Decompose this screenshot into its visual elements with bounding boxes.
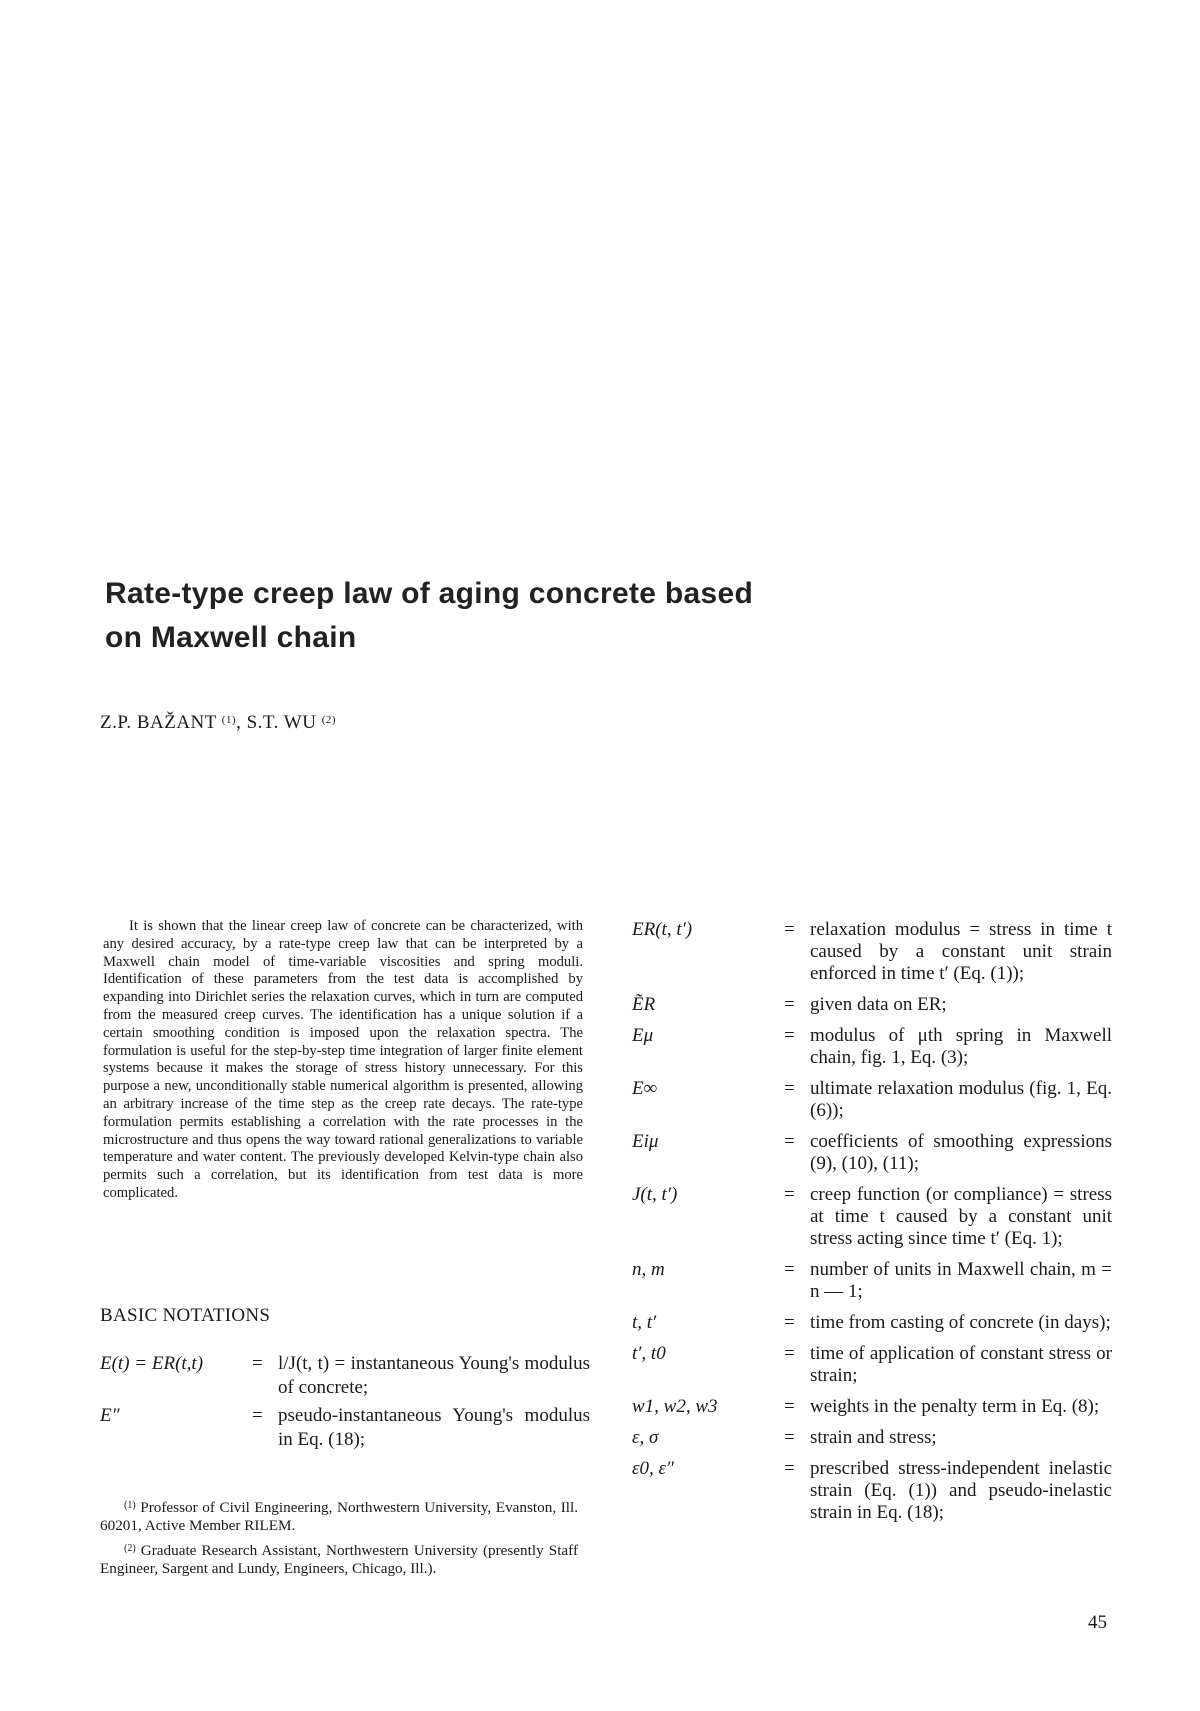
- notation-item: [632, 1131, 1112, 1175]
- notation-symbol: n, m: [632, 1259, 665, 1280]
- notation-symbol: E″: [100, 1405, 120, 1426]
- footnote: [100, 1497, 578, 1534]
- notation-item: [632, 1184, 1112, 1250]
- abstract: It is shown that the linear creep law of concrete can be characterized, with any desired accuracy, by a rate-type creep law that can be interpreted by a Maxwell chain model of time-variable viscosities and spring moduli. Identification of these parameters from the test data is accomplished by expanding into Dirichlet series the relaxation curves, which in turn are computed from the measured creep curves. The identification has a unique solution if a certain smoothing condition is imposed upon the relaxation spectra. The formulation is useful for the step-by-step time integration of larger finite element systems because it makes the storage of stress history unnecessary. For this purpose a new, unconditionally stable numerical algorithm is presented, allowing an arbitrary increase of the time step as the creep rate decays. The rate-type formulation permits establishing a correlation with the rate processes in the microstructure and thus opens the way toward rational generalizations to variable temperature and water content. The previously developed Kelvin-type chain also permits such a correlation, but its identification from test data is more complicated.: [103, 918, 583, 1201]
- notation-symbol: E∞: [632, 1078, 658, 1099]
- notation-item: [632, 919, 1112, 985]
- footnote-text: Professor of Civil Engineering, Northwestern University, Evanston, Ill. 60201, Active Member RILEM.: [100, 1499, 578, 1534]
- notation-symbol: t, t′: [632, 1312, 657, 1333]
- notation-definition: coefficients of smoothing expressions (9), (10), (11);: [810, 1131, 1112, 1174]
- notation-definition: modulus of μth spring in Maxwell chain, fig. 1, Eq. (3);: [810, 1025, 1112, 1068]
- notation-equals: =: [784, 994, 795, 1015]
- notation-symbol: E(t) = ER(t,t): [100, 1353, 204, 1374]
- notation-item: [632, 1259, 1112, 1303]
- notation-equals: =: [784, 1184, 795, 1205]
- notation-equals: =: [784, 1025, 795, 1046]
- notation-definition: ultimate relaxation modulus (fig. 1, Eq. (6));: [810, 1078, 1112, 1121]
- notation-definition: creep function (or compliance) = stress at time t caused by a constant unit stress acting since time t′ (Eq. 1);: [810, 1184, 1112, 1249]
- notation-symbol: Eiμ: [632, 1131, 659, 1152]
- notation-equals: =: [252, 1405, 263, 1426]
- notation-equals: =: [784, 1396, 795, 1417]
- notation-item: [632, 1427, 1112, 1449]
- footnote-text: Graduate Research Assistant, Northwestern University (presently Staff Engineer, Sargent and Lundy, Engineers, Chicago, Ill.).: [100, 1542, 579, 1577]
- notation-item: [632, 1343, 1112, 1387]
- notation-definition: number of units in Maxwell chain, m = n — 1;: [810, 1259, 1112, 1302]
- footnotes: [100, 1497, 578, 1583]
- notation-symbol: Eμ: [632, 1025, 654, 1046]
- author-2-footnote-mark: (2): [321, 714, 337, 726]
- footnote-mark: (1): [124, 1500, 136, 1511]
- notation-definition: weights in the penalty term in Eq. (8);: [810, 1396, 1100, 1417]
- notation-definition: relaxation modulus = stress in time t caused by a constant unit strain enforced in time t′ (Eq. (1));: [810, 919, 1112, 984]
- author-separator: ,: [236, 712, 247, 733]
- footnote: [100, 1540, 578, 1577]
- title-line-2: on Maxwell chain: [105, 621, 357, 654]
- paper-title: [105, 572, 865, 660]
- title-line-1: Rate-type creep law of aging concrete based: [105, 577, 754, 610]
- notation-symbol: t′, t0: [632, 1343, 666, 1364]
- notation-item: [632, 994, 1112, 1016]
- notation-equals: =: [252, 1353, 263, 1374]
- notation-equals: =: [784, 919, 795, 940]
- left-notation-list: [100, 1352, 590, 1452]
- right-notation-list: [632, 919, 1112, 1533]
- author-2-name: S.T. WU: [246, 712, 317, 733]
- notation-item: [100, 1404, 590, 1452]
- notation-item: [632, 1025, 1112, 1069]
- notation-definition: pseudo-instantaneous Young's modulus in Eq. (18);: [278, 1405, 590, 1450]
- notation-equals: =: [784, 1343, 795, 1364]
- notation-symbol: ER(t, t′): [632, 919, 693, 940]
- notation-symbol: w1, w2, w3: [632, 1396, 718, 1417]
- notation-item: [632, 1396, 1112, 1418]
- notation-equals: =: [784, 1259, 795, 1280]
- notation-definition: time of application of constant stress or strain;: [810, 1343, 1112, 1386]
- notation-equals: =: [784, 1458, 795, 1479]
- notation-item: [632, 1312, 1112, 1334]
- notation-definition: prescribed stress-independent inelastic strain (Eq. (1)) and pseudo-inelastic strain in Eq. (18);: [810, 1458, 1112, 1523]
- basic-notations-heading: BASIC NOTATIONS: [100, 1305, 271, 1326]
- notation-item: [632, 1078, 1112, 1122]
- notation-item: [632, 1458, 1112, 1524]
- notation-symbol: J(t, t′): [632, 1184, 678, 1205]
- notation-symbol: ẼR: [632, 994, 656, 1015]
- notation-equals: =: [784, 1427, 795, 1448]
- author-1-footnote-mark: (1): [221, 714, 237, 726]
- page-number: 45: [1088, 1612, 1107, 1633]
- notation-definition: l/J(t, t) = instantaneous Young's modulus of concrete;: [278, 1353, 590, 1398]
- author-list: [100, 712, 336, 734]
- notation-equals: =: [784, 1312, 795, 1333]
- notation-definition: time from casting of concrete (in days);: [810, 1312, 1111, 1333]
- notation-item: [100, 1352, 590, 1400]
- notation-definition: strain and stress;: [810, 1427, 937, 1448]
- footnote-mark: (2): [124, 1543, 136, 1555]
- notation-definition: given data on ER;: [810, 994, 947, 1015]
- notation-equals: =: [784, 1078, 795, 1099]
- notation-equals: =: [784, 1131, 795, 1152]
- notation-symbol: ε0, ε″: [632, 1458, 674, 1479]
- author-1-name: Z.P. BAŽANT: [100, 712, 217, 733]
- notation-symbol: ε, σ: [632, 1427, 659, 1448]
